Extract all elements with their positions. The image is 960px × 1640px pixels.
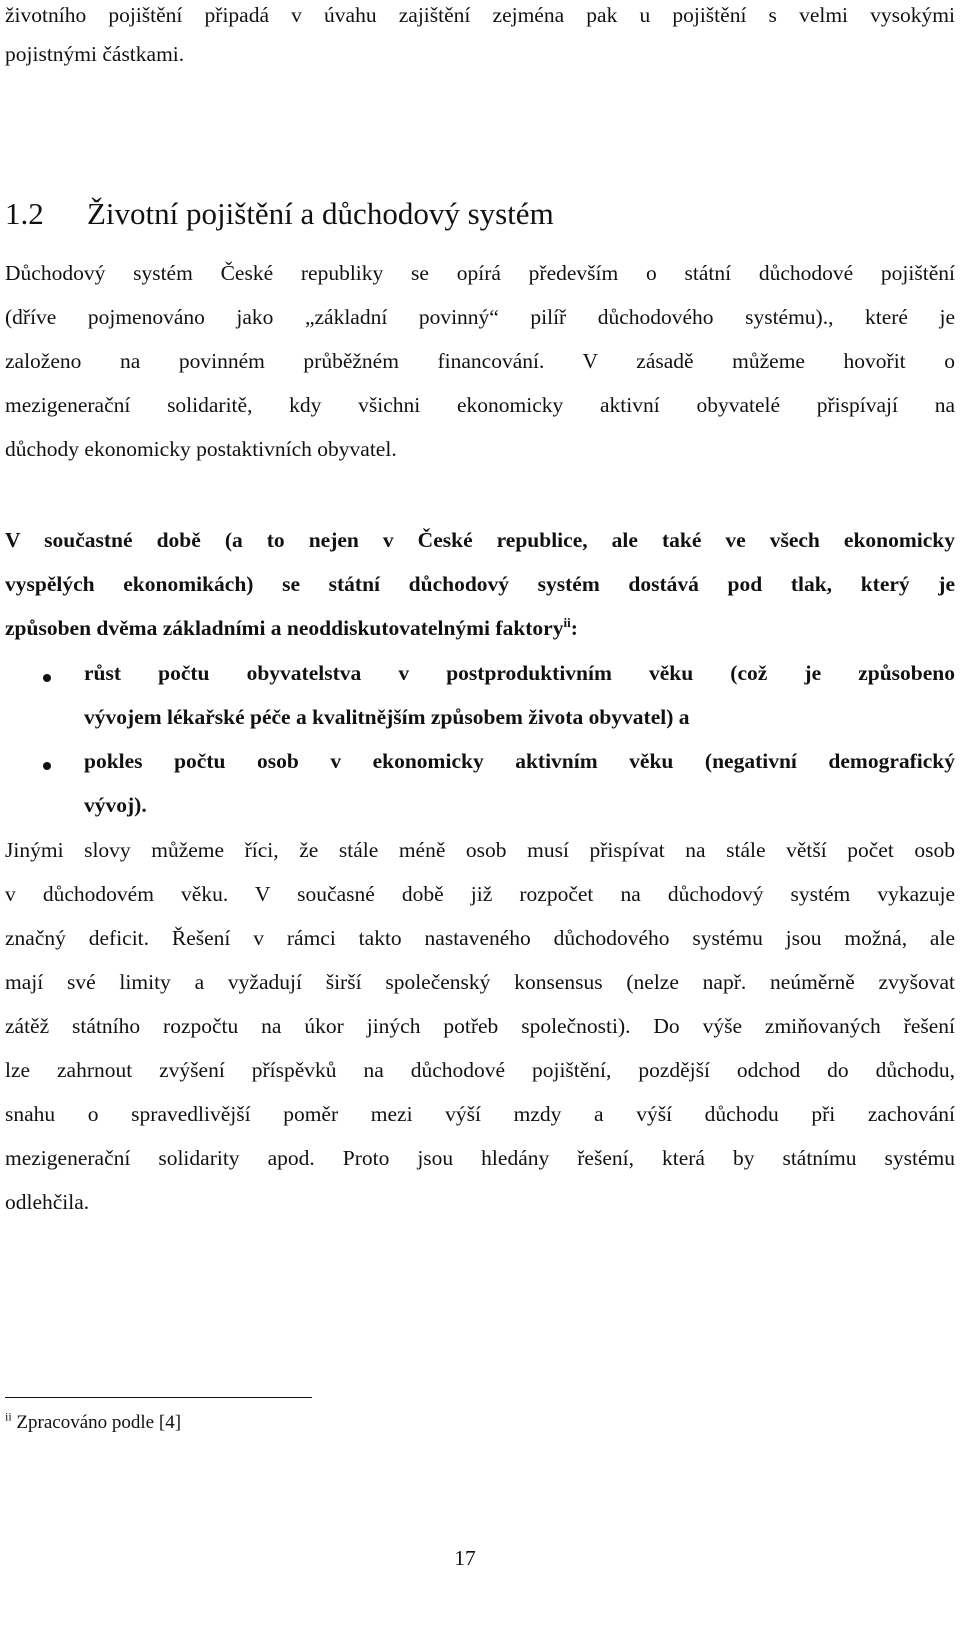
paragraph1-line-3: založeno na povinném průběžném financování. V zásadě můžeme hovořit o bbox=[5, 349, 955, 373]
footnote-reference: ii bbox=[563, 614, 571, 630]
footnote-divider bbox=[5, 1397, 312, 1398]
footnote-marker: ii bbox=[5, 1409, 12, 1424]
paragraph3-line-3: značný deficit. Řešení v rámci takto nastaveného důchodového systému jsou možná, ale bbox=[5, 926, 955, 950]
footnote-text: Zpracováno podle [4] bbox=[11, 1412, 182, 1433]
paragraph1-line-4: mezigenerační solidaritě, kdy všichni ekonomicky aktivní obyvatelé přispívají na bbox=[5, 393, 955, 417]
paragraph3-line-9: odlehčila. bbox=[5, 1190, 90, 1214]
paragraph1-line-1: Důchodový systém České republiky se opírá především o státní důchodové pojištění bbox=[5, 261, 955, 285]
paragraph1-line-2: (dříve pojmenováno jako „základní povinný“ pilíř důchodového systému)., které je bbox=[5, 305, 955, 329]
footnote bbox=[5, 1410, 181, 1436]
paragraph3-line-4: mají své limity a vyžadují širší společenský konsensus (nelze např. neúměrně zvyšovat bbox=[5, 970, 955, 994]
factor-2-line-2: vývoj). bbox=[84, 793, 147, 817]
paragraph3-line-1: Jinými slovy můžeme říci, že stále méně osob musí přispívat na stále větší počet osob bbox=[5, 838, 955, 862]
paragraph2-line-3 bbox=[5, 613, 955, 643]
factor-1-line-1: růst počtu obyvatelstva v postproduktivním věku (což je způsobeno bbox=[84, 661, 955, 685]
paragraph3-line-7: snahu o spravedlivější poměr mezi výší mzdy a výší důchodu při zachování bbox=[5, 1102, 955, 1126]
paragraph2-line-2: vyspělých ekonomikách) se státní důchodový systém dostává pod tlak, který je bbox=[5, 572, 955, 596]
paragraph3-line-6: lze zahrnout zvýšení příspěvků na důchodové pojištění, pozdější odchod do důchodu, bbox=[5, 1058, 955, 1082]
page-number: 17 bbox=[454, 1546, 476, 1570]
bullet-icon bbox=[43, 674, 51, 682]
section-heading bbox=[5, 194, 554, 234]
paragraph3-line-8: mezigenerační solidarity apod. Proto jsou hledány řešení, která by státnímu systému bbox=[5, 1146, 955, 1170]
intro-line-1: životního pojištění připadá v úvahu zajištění zejména pak u pojištění s velmi vysokými bbox=[5, 3, 955, 27]
intro-line-2: pojistnými částkami. bbox=[5, 42, 185, 66]
factor-2-line-1: pokles počtu osob v ekonomicky aktivním věku (negativní demografický bbox=[84, 749, 955, 773]
section-title: Životní pojištění a důchodový systém bbox=[87, 196, 554, 231]
factor-1-line-2: vývojem lékařské péče a kvalitnějším způsobem života obyvatel) a bbox=[84, 705, 690, 729]
paragraph3-line-2: v důchodovém věku. V současné době již rozpočet na důchodový systém vykazuje bbox=[5, 882, 955, 906]
paragraph2-line-1: V součastné době (a to nejen v České republice, ale také ve všech ekonomicky bbox=[5, 528, 955, 552]
paragraph3-line-5: zátěž státního rozpočtu na úkor jiných potřeb společnosti). Do výše zmiňovaných řešení bbox=[5, 1014, 955, 1038]
bullet-icon bbox=[43, 762, 51, 770]
document-page bbox=[5, 0, 955, 1640]
paragraph2-line-3-text: způsoben dvěma základními a neoddiskutovatelnými faktory bbox=[5, 616, 564, 640]
paragraph2-line-3-suffix: : bbox=[570, 616, 578, 640]
section-number: 1.2 bbox=[5, 196, 44, 231]
paragraph1-line-5: důchody ekonomicky postaktivních obyvatel. bbox=[5, 437, 397, 461]
